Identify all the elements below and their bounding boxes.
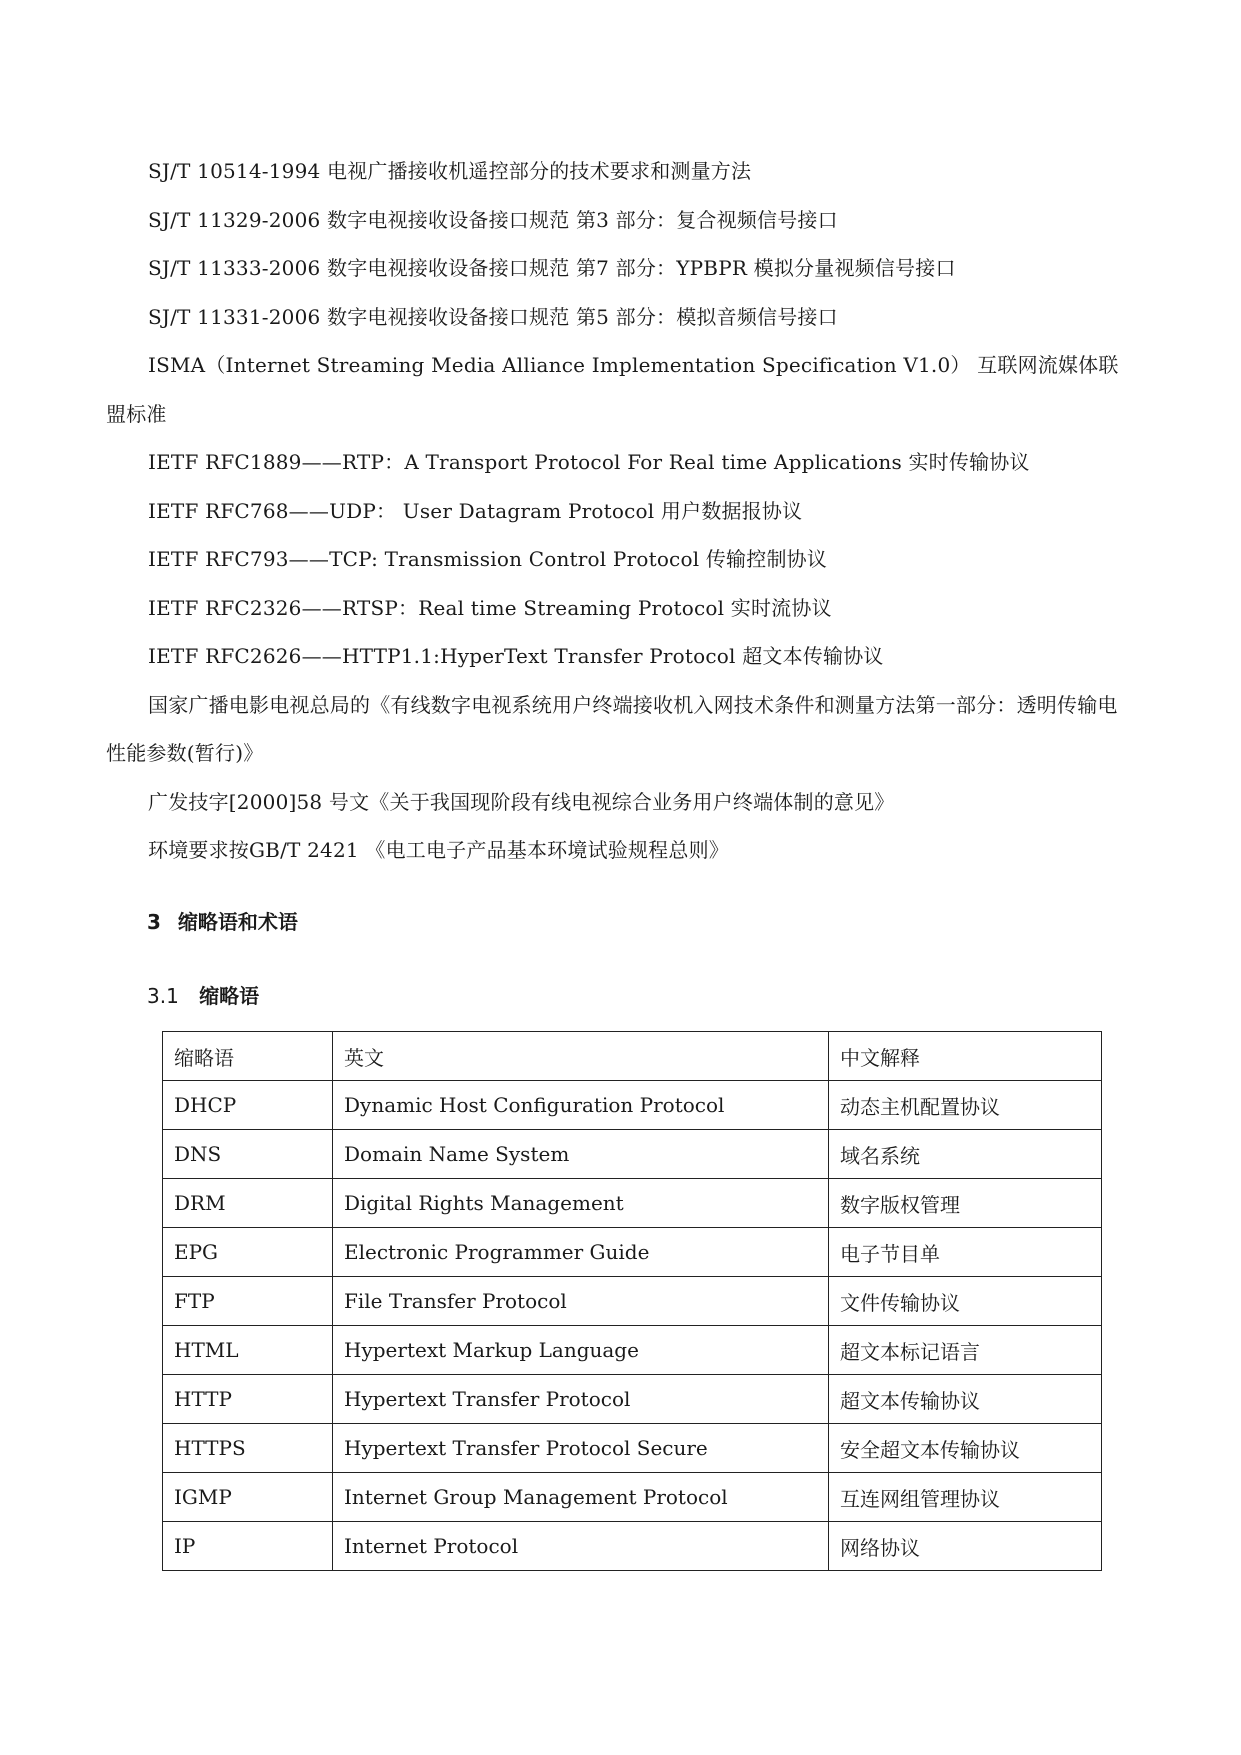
table-header-cell: 缩略语: [163, 1032, 333, 1081]
english-cell: Hypertext Markup Language: [333, 1326, 829, 1375]
english-cell: Electronic Programmer Guide: [333, 1228, 829, 1277]
abbr-cell: DHCP: [163, 1081, 333, 1130]
chinese-cell: 网络协议: [829, 1522, 1102, 1571]
table-row: [163, 1326, 1102, 1375]
reference-item: IETF RFC768——UDP： User Datagram Protocol 用户数据报协议: [148, 498, 803, 523]
english-cell: Digital Rights Management: [333, 1179, 829, 1228]
chinese-cell: 文件传输协议: [829, 1277, 1102, 1326]
table-header-cell: 英文: [333, 1032, 829, 1081]
chinese-cell: 安全超文本传输协议: [829, 1424, 1102, 1473]
english-cell: Domain Name System: [333, 1130, 829, 1179]
table-row: [163, 1375, 1102, 1424]
section-heading: [147, 906, 298, 935]
chinese-cell: 数字版权管理: [829, 1179, 1102, 1228]
reference-item: IETF RFC2626——HTTP1.1:HyperText Transfer Protocol 超文本传输协议: [148, 644, 884, 668]
reference-item: 广发技字[2000]58 号文《关于我国现阶段有线电视综合业务用户终端体制的意见》: [148, 789, 895, 814]
abbr-cell: DRM: [163, 1179, 333, 1228]
table-row: [163, 1473, 1102, 1522]
table-header-row: [163, 1032, 1102, 1081]
table-row: [163, 1522, 1102, 1571]
abbr-cell: EPG: [163, 1228, 333, 1277]
reference-item: SJ/T 11331-2006 数字电视接收设备接口规范 第5 部分：模拟音频信号接口: [148, 304, 838, 329]
abbr-cell: HTML: [163, 1326, 333, 1375]
reference-item: SJ/T 10514-1994 电视广播接收机遥控部分的技术要求和测量方法: [148, 159, 752, 183]
subsection-title: 缩略语: [199, 984, 260, 1008]
reference-list: [106, 147, 1128, 875]
english-cell: Hypertext Transfer Protocol Secure: [333, 1424, 829, 1473]
reference-item: 国家广播电影电视总局的《有线数字电视系统用户终端接收机入网技术条件和测量方法第一部分：透明传输电性能参数(暂行)》: [106, 692, 1118, 765]
reference-item: IETF RFC2326——RTSP：Real time Streaming Protocol 实时流协议: [148, 595, 832, 620]
table-row: [163, 1424, 1102, 1473]
subsection-number: 3.1: [147, 984, 179, 1008]
chinese-cell: 动态主机配置协议: [829, 1081, 1102, 1130]
chinese-cell: 电子节目单: [829, 1228, 1102, 1277]
chinese-cell: 互连网组管理协议: [829, 1473, 1102, 1522]
section-title: 缩略语和术语: [177, 910, 298, 934]
chinese-cell: 域名系统: [829, 1130, 1102, 1179]
english-cell: Internet Group Management Protocol: [333, 1473, 829, 1522]
english-cell: Dynamic Host Configuration Protocol: [333, 1081, 829, 1130]
abbr-cell: HTTP: [163, 1375, 333, 1424]
abbr-cell: DNS: [163, 1130, 333, 1179]
abbreviation-table: [162, 1031, 1102, 1571]
table-header-cell: 中文解释: [829, 1032, 1102, 1081]
english-cell: Internet Protocol: [333, 1522, 829, 1571]
abbr-cell: IGMP: [163, 1473, 333, 1522]
reference-item: 环境要求按GB/T 2421 《电工电子产品基本环境试验规程总则》: [148, 838, 729, 862]
table-row: [163, 1081, 1102, 1130]
reference-item: SJ/T 11329-2006 数字电视接收设备接口规范 第3 部分：复合视频信号接口: [148, 207, 838, 232]
english-cell: File Transfer Protocol: [333, 1277, 829, 1326]
reference-item: ISMA（Internet Streaming Media Alliance Implementation Specification V1.0） 互联网流媒体联盟标准: [106, 353, 1119, 426]
reference-item: IETF RFC793——TCP: Transmission Control Protocol 传输控制协议: [148, 547, 828, 571]
chinese-cell: 超文本传输协议: [829, 1375, 1102, 1424]
english-cell: Hypertext Transfer Protocol: [333, 1375, 829, 1424]
abbr-cell: IP: [163, 1522, 333, 1571]
chinese-cell: 超文本标记语言: [829, 1326, 1102, 1375]
reference-item: SJ/T 11333-2006 数字电视接收设备接口规范 第7 部分：YPBPR 模拟分量视频信号接口: [148, 256, 956, 280]
abbr-cell: FTP: [163, 1277, 333, 1326]
section-number: 3: [147, 910, 161, 934]
abbr-cell: HTTPS: [163, 1424, 333, 1473]
table-row: [163, 1130, 1102, 1179]
reference-item: IETF RFC1889——RTP：A Transport Protocol For Real time Applications 实时传输协议: [148, 450, 1030, 474]
subsection-heading: [147, 980, 259, 1009]
table-row: [163, 1179, 1102, 1228]
table-row: [163, 1228, 1102, 1277]
table-row: [163, 1277, 1102, 1326]
